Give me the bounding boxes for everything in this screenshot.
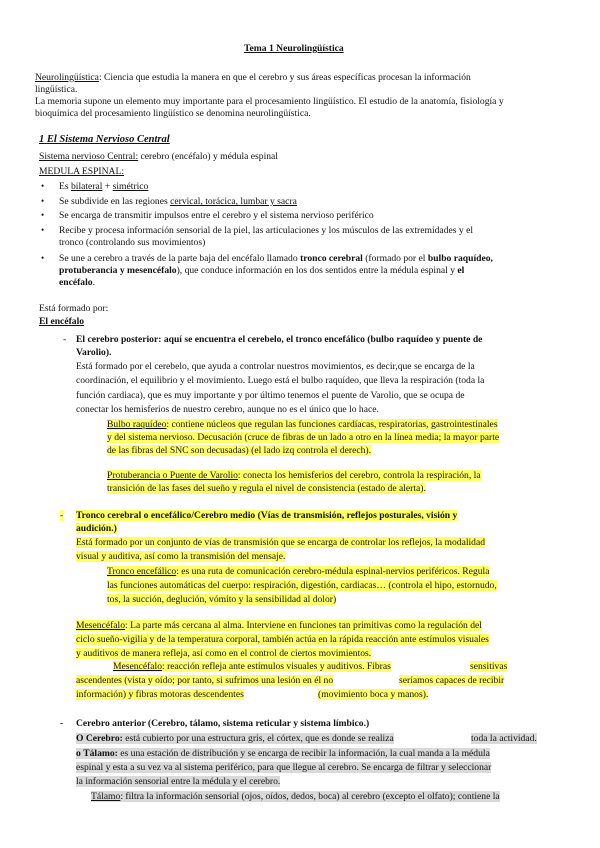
intro-line-2: lingüística. bbox=[35, 84, 78, 95]
bulbo-line-3: de las fibras del SNC son decusadas) (el lado izq controla el derech). bbox=[107, 445, 372, 456]
medio-para-2: visual y auditiva, así como la transmisión del mensaje. bbox=[76, 551, 286, 562]
talamo-line-3: la información sensorial entre la médula y el cerebro. bbox=[76, 776, 281, 787]
cerebro-bullet: O bbox=[76, 733, 84, 744]
intro-line-1 bbox=[35, 72, 471, 83]
prot-line-1 bbox=[107, 470, 481, 481]
mes2-line-3a: información) y fibras motoras descendentes bbox=[76, 689, 244, 700]
mes2-line-3b: (movimiento boca y manos). bbox=[318, 689, 429, 700]
intro-line-4: bioquímica del procesamiento lingüístico se denomina neurolingüística. bbox=[35, 108, 311, 119]
formado-line: Está formado por: bbox=[39, 303, 109, 314]
medio-heading-1: Tronco cerebral o encefálico/Cerebro medio (Vías de transmisión, reflejos posturales, visión y bbox=[76, 510, 458, 521]
mes-text-1: : La parte más cercana al alma. Interviene en funciones tan primitivas como la regulación del bbox=[125, 620, 482, 631]
bulbo-text-1: : contiene núcleos que regulan las funciones cardíacas, respiratorias, gastrointestinales bbox=[166, 419, 498, 430]
bullet-5-line-2 bbox=[59, 265, 464, 276]
cerebro-line-end: toda la actividad. bbox=[471, 733, 537, 744]
bullet-3: • bbox=[41, 210, 45, 220]
mes-line-3: y auditivos de manera refleja, así como en el control de ciertos movimientos. bbox=[76, 648, 372, 659]
bullet-4-line-2: tronco (controlando sus movimientos) bbox=[59, 237, 206, 248]
talamo-line-2: espinal y esta a su vez va al sistema periférico, para que llegue al cerebro. Se encarga de filtrar y seleccionar bbox=[76, 762, 492, 773]
b5-e: protuberancia y mesencéfalo bbox=[59, 265, 177, 276]
b1-b: bilateral bbox=[71, 181, 103, 192]
bulbo-term: Bulbo raquídeo bbox=[107, 419, 167, 430]
talamo-sub-line-1 bbox=[91, 791, 500, 802]
snc-line bbox=[39, 151, 278, 162]
tronco-line-3: tos, la succión, deglución, vómito y la sensibilidad al dolor) bbox=[107, 594, 337, 605]
b5-g: el bbox=[457, 265, 465, 276]
b1-d: simétrico bbox=[112, 181, 149, 192]
talamo-bullet: o bbox=[76, 748, 81, 759]
medio-para-1: Está formado por un conjunto de vías de transmisión que se encarga de controlar los reflejos, la modalidad bbox=[76, 537, 486, 548]
posterior-para-3: función cardiaca), que es muy importante y por último tenemos el puente de Varolio, que se ocupa de bbox=[76, 390, 465, 401]
mes2-text-1a: : reacción refleja ante estímulos visuales y auditivos. Fibras bbox=[162, 661, 391, 672]
mes2-line-1a bbox=[113, 661, 391, 672]
section-number: 1 bbox=[39, 134, 45, 145]
posterior-heading-2: Varolio). bbox=[76, 347, 112, 358]
mes2-term: Mesencéfalo bbox=[113, 661, 163, 672]
b5-i: . bbox=[92, 277, 95, 288]
b2-a: Se subdivide en las regiones bbox=[59, 196, 171, 207]
anterior-heading: Cerebro anterior (Cerebro, tálamo, sistema reticular y sistema límbico.) bbox=[76, 718, 370, 729]
dash-2: - bbox=[60, 510, 64, 521]
dash-1: - bbox=[63, 334, 67, 345]
encefalo-heading: El encéfalo bbox=[39, 316, 85, 327]
tronco-line-1 bbox=[107, 566, 489, 577]
b5-f: ), que conduce información en los dos sentidos entre la médula espinal y bbox=[176, 265, 458, 276]
cerebro-term: Cerebro: bbox=[85, 733, 123, 744]
b1-c: + bbox=[102, 181, 113, 192]
mes2-line-2b: seríamos capaces de recibir bbox=[399, 675, 505, 686]
bullet-5-line-3 bbox=[59, 277, 95, 288]
bulbo-line-2: y del sistema nervioso. Decusación (cruce de fibras de un lado a otro en la línea media; la mayor parte bbox=[107, 432, 500, 443]
prot-term: Protuberancia o Puente de Varolio bbox=[107, 470, 238, 481]
posterior-para-4: conectar los hemisferios de nuestro cerebro, aunque no es el único que lo hace. bbox=[76, 404, 379, 415]
bullet-1: • bbox=[41, 181, 45, 191]
snc-term: Sistema nervioso Central: bbox=[39, 151, 139, 162]
posterior-para-1: Está formado por el cerebelo, que ayuda a controlar nuestros movimientos, es decir,que se encarga de la bbox=[76, 361, 475, 372]
bullet-2: • bbox=[41, 196, 45, 206]
section-1-heading bbox=[39, 134, 170, 145]
prot-line-2: transición de las fases del sueño y regula el nivel de consistencia (estado de alerta). bbox=[107, 483, 426, 494]
bullet-4-line-1: Recibe y procesa información sensorial de la piel, las articulaciones y los músculos de las extremidades y el bbox=[59, 225, 473, 236]
b5-b: tronco cerebral bbox=[300, 253, 363, 264]
talamo-text-1: es una estación de distribución y se encarga de recibir la información, la cual manda a la médula bbox=[117, 748, 490, 759]
bullet-5-line-1 bbox=[59, 253, 493, 264]
tronco-text-1: : es una ruta de comunicación cerebro-médula espinal-nervios periféricos. Regula bbox=[176, 566, 490, 577]
cerebro-text: está cubierto por una estructura gris, el córtex, que es donde se realiza bbox=[122, 733, 394, 744]
medula-heading: MEDULA ESPINAL: bbox=[39, 166, 125, 177]
intro-line-3: La memoria supone un elemento muy importante para el procesamiento lingüístico. El estudio de la anatomía, fisiología y bbox=[35, 96, 504, 107]
mes-term: Mesencéfalo bbox=[76, 620, 126, 631]
prot-text-1: : conecta los hemisferios del cerebro, controla la respiración, la bbox=[237, 470, 481, 481]
talamo-term: Tálamo: bbox=[83, 748, 118, 759]
b1-a: Es bbox=[59, 181, 71, 192]
intro-term: Neurolingüística bbox=[35, 72, 99, 83]
bullet-3-text: Se encarga de transmitir impulsos entre el cerebro y el sistema nervioso periférico bbox=[59, 210, 374, 221]
b5-d: bulbo raquídeo, bbox=[427, 253, 493, 264]
intro-text-1: : Ciencia que estudia la manera en que el cerebro y sus áreas específicas procesan la información bbox=[98, 72, 471, 83]
bulbo-line-1 bbox=[107, 419, 498, 430]
b2-b: cervical, torácica, lumbar y sacra bbox=[170, 196, 297, 207]
bullet-5: • bbox=[41, 253, 45, 263]
posterior-para-2: coordinación, el equilibrio y el movimiento. Luego está el bulbo raquídeo, que lleva la respiración (toda la bbox=[76, 375, 485, 386]
dash-3: - bbox=[60, 718, 64, 729]
talamo-sub-term: Tálamo bbox=[91, 791, 121, 802]
mes-line-1 bbox=[76, 620, 482, 631]
page-title: Tema 1 Neurolingüística bbox=[244, 43, 344, 54]
tronco-term: Tronco encefálico bbox=[107, 566, 177, 577]
cerebro-line bbox=[76, 733, 394, 744]
talamo-sub-text: : filtra la información sensorial (ojos, oídos, dedos, boca) al cerebro (excepto el olfato); contiene la bbox=[120, 791, 500, 802]
tronco-line-2: las funciones automáticas del cuerpo: respiración, digestión, cardiacas… (controla el hipo, estornudo, bbox=[107, 580, 497, 591]
mes-line-2: ciclo sueño-vigilia y de la temperatura corporal, también actúa en la rápida reacción ante estímulos visuales bbox=[76, 634, 489, 645]
mes2-line-1b: sensitivas bbox=[470, 661, 508, 672]
medio-heading-2: audición.) bbox=[76, 523, 117, 534]
bullet-1-text bbox=[59, 181, 148, 192]
b5-h: encéfalo bbox=[59, 277, 93, 288]
talamo-line-1 bbox=[76, 748, 490, 759]
posterior-heading-1: El cerebro posterior: aquí se encuentra el cerebelo, el tronco encefálico (bulbo raquídeo y puente de bbox=[76, 334, 483, 345]
bullet-4: • bbox=[41, 225, 45, 235]
bullet-2-text bbox=[59, 196, 297, 207]
mes2-line-2a: ascendentes (vista y oído; por tanto, si sufrimos una lesión en él no bbox=[76, 675, 334, 686]
snc-text: cerebro (encéfalo) y médula espinal bbox=[138, 151, 278, 162]
b5-a: Se une a cerebro a través de la parte baja del encéfalo llamado bbox=[59, 253, 301, 264]
section-title: El Sistema Nervioso Central bbox=[46, 134, 170, 145]
b5-c: (formado por el bbox=[362, 253, 428, 264]
